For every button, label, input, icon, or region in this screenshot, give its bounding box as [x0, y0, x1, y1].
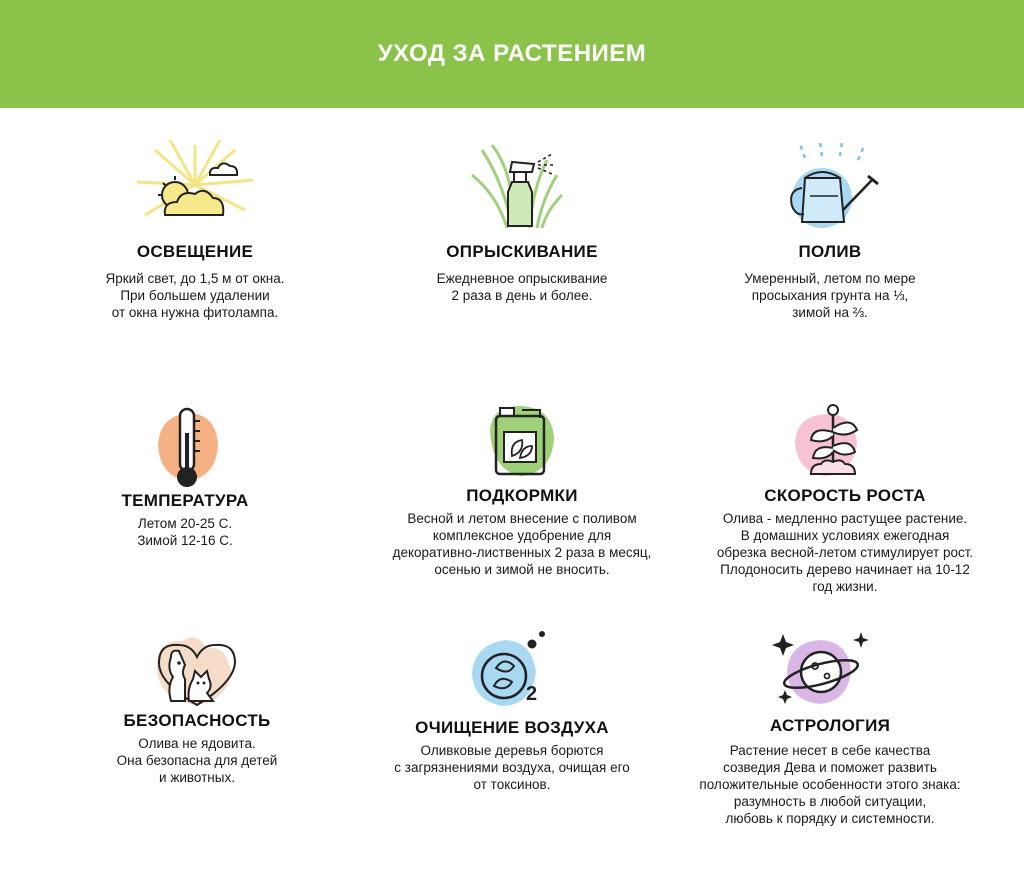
card-title: ПОЛИВ: [798, 242, 862, 261]
card-text: [347, 742, 677, 793]
care-card-growth: [680, 400, 1010, 600]
planet-stars-icon: [763, 628, 903, 718]
card-text-line: Растение несет в себе качества: [729, 743, 931, 758]
card-text-line: год жизни.: [812, 579, 878, 594]
thermometer-icon: [130, 405, 270, 495]
card-text-line: Зимой 12-16 С.: [137, 533, 233, 548]
card-text-line: Весной и летом внесение с поливом: [407, 511, 637, 526]
card-text-line: Летом 20-25 С.: [137, 516, 233, 531]
card-text-line: разумность в любой ситуации,: [733, 794, 927, 809]
card-title: АСТРОЛОГИЯ: [769, 716, 891, 735]
care-card-watering: [665, 140, 995, 340]
o2-leaf-icon: [452, 630, 592, 720]
fertilizer-canister-icon: [452, 400, 592, 490]
svg-text:2: 2: [526, 683, 538, 705]
card-text: [357, 510, 687, 578]
card-text-line: комплексное удобрение для: [432, 528, 612, 543]
card-text-line: любовь к порядку и системности.: [725, 811, 935, 826]
spray-bottle-icon: [452, 140, 592, 230]
care-card-astrology: [665, 628, 995, 828]
card-text: [665, 742, 995, 827]
card-text-line: Плодоносить дерево начинает на 10-12: [720, 562, 970, 577]
card-text-line: Оливковые деревья борются: [420, 743, 604, 758]
card-text-line: 2 раза в день и более.: [451, 288, 593, 303]
card-text-line: и животных.: [159, 770, 235, 785]
card-title: СКОРОСТЬ РОСТА: [764, 486, 926, 505]
header-banner: [0, 0, 1024, 108]
card-text-line: Ежедневное опрыскивание: [436, 271, 608, 286]
card-text: [680, 510, 1010, 595]
card-text-line: Она безопасна для детей: [116, 753, 278, 768]
care-card-feeding: [357, 400, 687, 580]
card-text-line: обрезка весной-летом стимулирует рост.: [716, 545, 974, 560]
care-card-lighting: [30, 140, 360, 340]
card-text-line: с загрязнениями воздуха, очищая его: [394, 760, 630, 775]
card-text: [665, 270, 995, 321]
card-text-line: Олива не ядовита.: [138, 736, 256, 751]
card-title: ОЧИЩЕНИЕ ВОЗДУХА: [415, 718, 609, 737]
card-title: БЕЗОПАСНОСТЬ: [123, 711, 271, 730]
card-text-line: При большем удалении: [120, 288, 270, 303]
card-text-line: от окна нужна фитолампа.: [111, 305, 279, 320]
card-title: ОСВЕЩЕНИЕ: [136, 242, 254, 261]
care-card-air: [347, 630, 677, 810]
card-text-line: от токсинов.: [473, 777, 551, 792]
card-text: [30, 270, 360, 321]
sun-cloud-icon: [125, 140, 265, 230]
pets-heart-icon: [127, 627, 267, 717]
care-card-spraying: [357, 140, 687, 340]
card-text-line: созведия Дева и поможет развить: [723, 760, 937, 775]
card-title: ПОДКОРМКИ: [466, 486, 578, 505]
card-text: [357, 270, 687, 304]
card-text-line: Олива - медленно растущее растение.: [722, 511, 968, 526]
page-title: УХОД ЗА РАСТЕНИЕМ: [377, 40, 647, 67]
watering-can-icon: [760, 140, 900, 230]
card-text-line: зимой на ⅔.: [792, 305, 868, 320]
card-text-line: положительные особенности этого знака:: [699, 777, 961, 792]
care-card-temperature: [20, 395, 350, 555]
card-text-line: просыхания грунта на ⅓,: [751, 288, 909, 303]
card-text-line: осенью и зимой не вносить.: [434, 562, 610, 577]
card-text-line: Яркий свет, до 1,5 м от окна.: [105, 271, 285, 286]
card-text: [20, 515, 350, 549]
card-text-line: В домашних условиях ежегодная: [740, 528, 950, 543]
card-text: [32, 735, 362, 786]
care-card-safety: [32, 625, 362, 805]
sprout-icon: [775, 402, 915, 492]
card-text-line: декоративно-лиственных 2 раза в месяц,: [392, 545, 652, 560]
card-text-line: Умеренный, летом по мере: [744, 271, 916, 286]
card-title: ОПРЫСКИВАНИЕ: [446, 242, 598, 261]
card-title: ТЕМПЕРАТУРА: [121, 491, 249, 510]
